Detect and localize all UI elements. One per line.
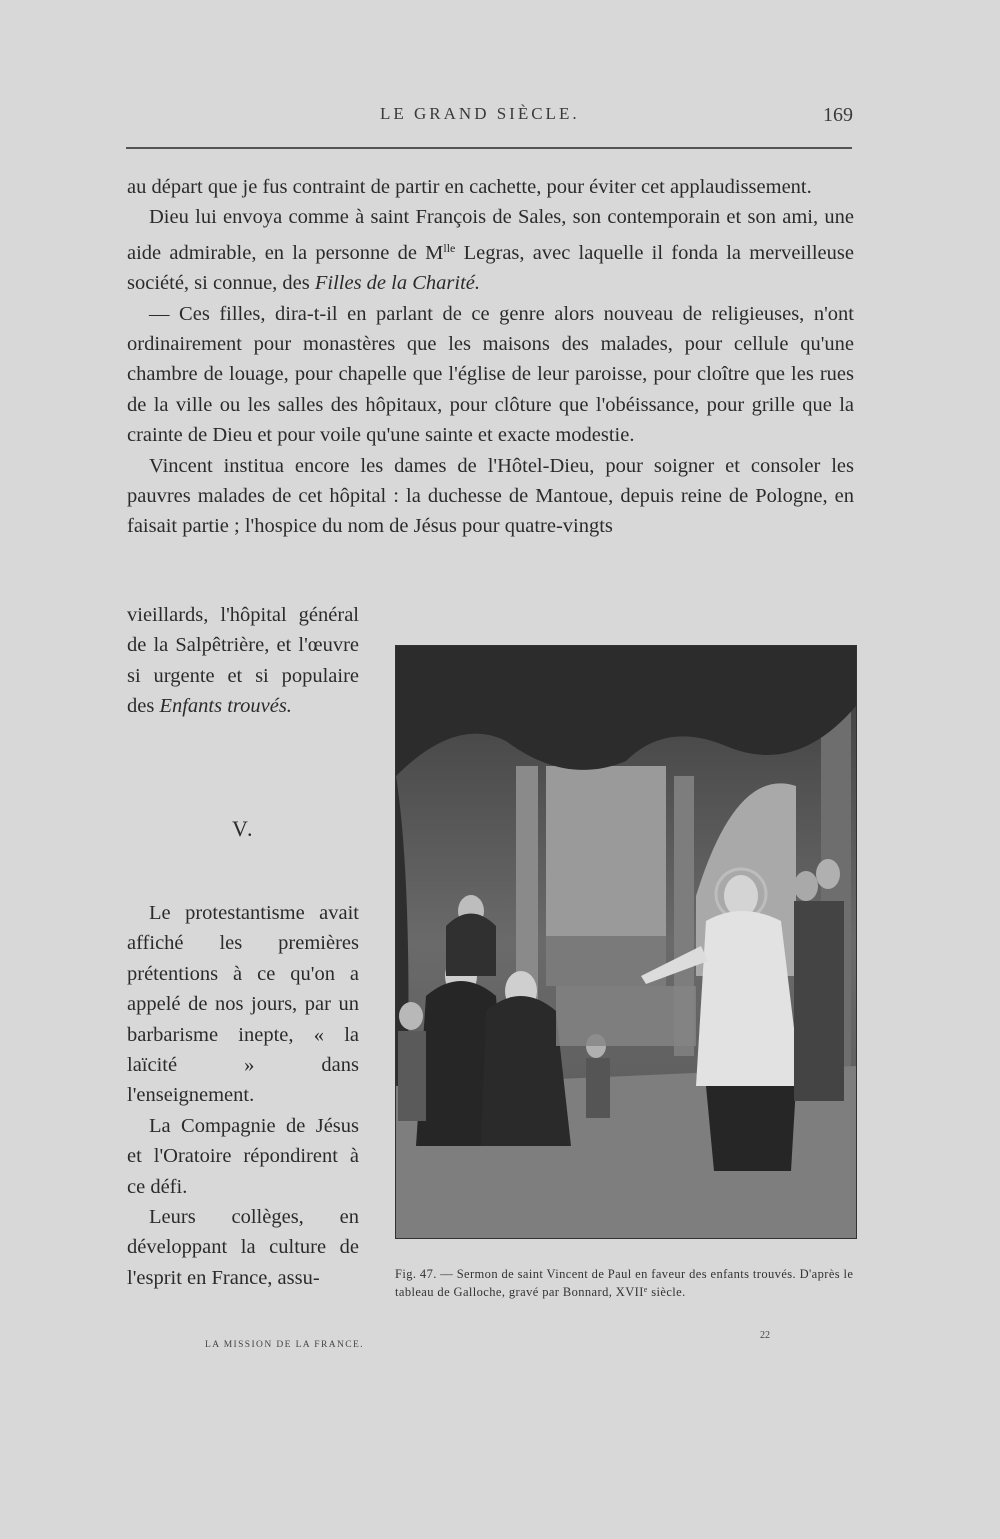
paragraph-2-text-a: Dieu lui envoya comme à saint François de Sales, son contemporain et son ami, une aide admirable, en la personne de M <box>127 206 854 264</box>
paragraph-5: Le protestantisme avait affiché les premières prétentions à ce qu'on a appelé de nos jours, par un barbarisme inepte, « la laïcité » dans l'enseignement. <box>127 902 359 1107</box>
paragraph-1: au départ que je fus contraint de partir en cachette, pour éviter cet applaudissement. <box>127 176 812 198</box>
engraving-illustration <box>396 646 856 1238</box>
running-title: LE GRAND SIÈCLE. <box>380 104 580 123</box>
figure-caption-text-a: Fig. 47. — Sermon de saint Vincent de Paul en faveur des enfants trouvés. D'après le tableau de Galloche, gravé par Bonnard, XVII <box>395 1267 854 1299</box>
paragraph-2-text-b: Legras, avec laquelle il fonda la merveilleuse société, si connue, des <box>127 241 854 295</box>
paragraph-4-continued <box>127 600 359 722</box>
paragraph-2 <box>127 202 854 298</box>
figure-caption-superscript: e <box>643 1285 648 1294</box>
column-text-bottom <box>127 898 359 1293</box>
paragraph-7: Leurs collèges, en développant la culture de l'esprit en France, assu- <box>127 1206 359 1289</box>
figure-caption-text-b: siècle. <box>647 1285 686 1299</box>
engraving-figure <box>395 645 857 1239</box>
paragraph-4-continued-text: vieillards, l'hôpital général de la Salpêtrière, et l'œuvre si urgente et si populaire des <box>127 604 359 718</box>
paragraph-3: — Ces filles, dira-t-il en parlant de ce genre alors nouveau de religieuses, n'ont ordinairement pour monastères que les maisons des malades, pour cellule qu'une chambre de louage, pour chapelle que l'église de leur paroisse, pour cloître que les rues de la ville ou les salles des hôpitaux, pour clôture que l'obéissance, pour grille que la crainte de Dieu et pour voile qu'une sainte et exacte modestie. <box>127 302 854 447</box>
main-text-block <box>127 172 854 542</box>
header-rule <box>126 147 852 149</box>
paragraph-2-italic: Filles de la Charité. <box>314 272 480 295</box>
footer-book-title: LA MISSION DE LA FRANCE. <box>205 1340 364 1350</box>
paragraph-6: La Compagnie de Jésus et l'Oratoire répondirent à ce défi. <box>127 1114 359 1198</box>
paragraph-2-superscript: lle <box>443 240 456 255</box>
section-heading: V. <box>232 816 255 841</box>
paragraph-4-italic: Enfants trouvés. <box>159 695 292 718</box>
footer-signature-mark: 22 <box>760 1330 770 1341</box>
figure-caption <box>395 1266 857 1300</box>
paragraph-4: Vincent institua encore les dames de l'Hôtel-Dieu, pour soigner et consoler les pauvres malades de cet hôpital : la duchesse de Mantoue, depuis reine de Pologne, en faisait partie ; l'hospice du nom de Jésus pour quatre-vingts <box>127 454 854 538</box>
column-text-top <box>127 600 359 722</box>
page-number: 169 <box>823 104 853 126</box>
